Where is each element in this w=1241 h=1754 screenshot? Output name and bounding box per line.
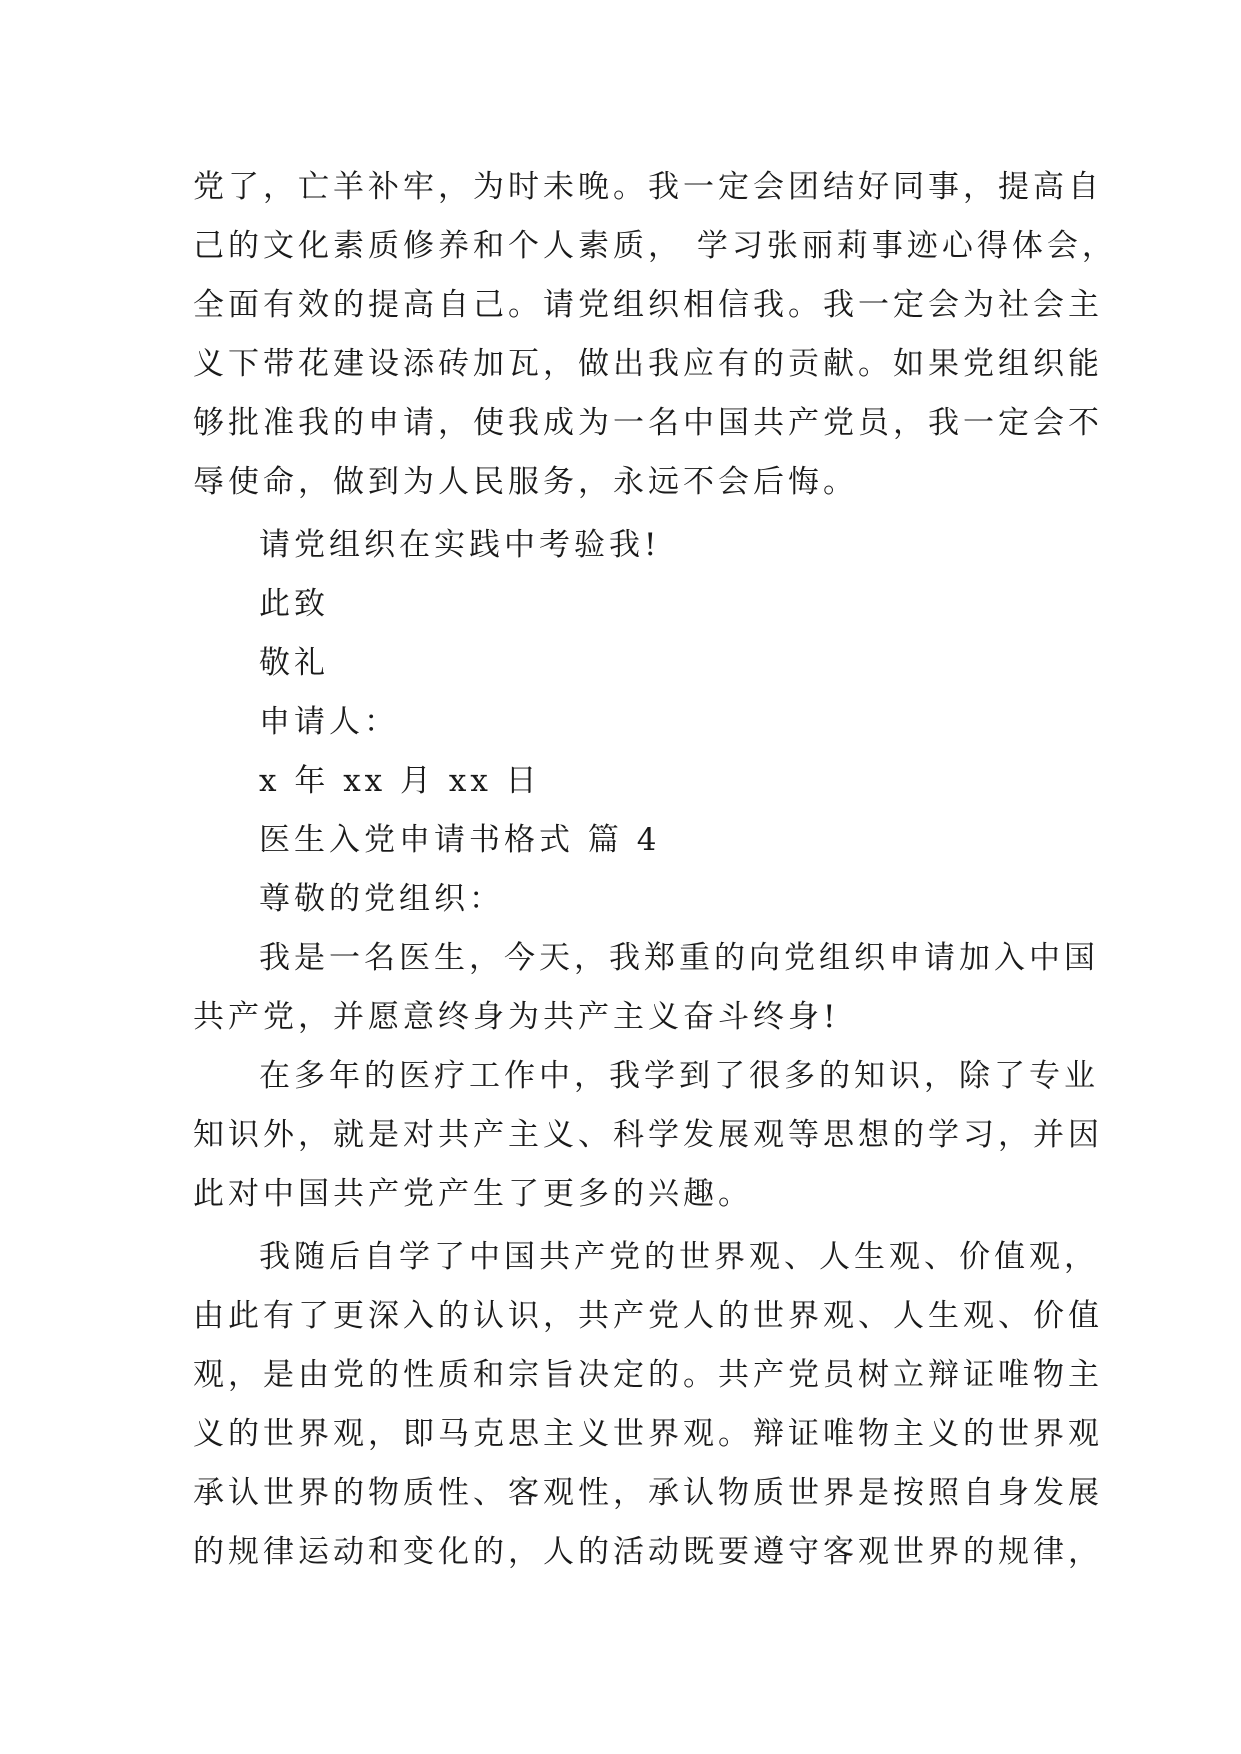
text-line: 党了，亡羊补牢，为时未晚。我一定会团结好同事，提高自 xyxy=(193,169,1103,205)
salutation-ci-zhi: 此致 xyxy=(259,586,329,622)
paragraph-line: 我是一名医生，今天，我郑重的向党组织申请加入中国 xyxy=(259,940,1099,976)
paragraph-line: 共产党，并愿意终身为共产主义奋斗终身! xyxy=(193,999,840,1035)
paragraph-line: 承认世界的物质性、客观性，承认物质世界是按照自身发展 xyxy=(193,1475,1103,1511)
document-body xyxy=(193,158,1117,1582)
date-line: x 年 xx 月 xx 日 xyxy=(259,763,541,799)
paragraph-line: 此对中国共产党产生了更多的兴趣。 xyxy=(193,1176,753,1212)
text-line: 己的文化素质修养和个人素质， 学习张丽莉事迹心得体会， xyxy=(193,228,1117,264)
applicant-label: 申请人： xyxy=(259,704,399,740)
section-title: 医生入党申请书格式 篇 4 xyxy=(259,822,661,858)
paragraph-line: 由此有了更深入的认识，共产党人的世界观、人生观、价值 xyxy=(193,1298,1103,1334)
greeting: 尊敬的党组织： xyxy=(259,881,504,917)
text-line: 够批准我的申请，使我成为一名中国共产党员，我一定会不 xyxy=(193,405,1103,441)
paragraph-line: 观，是由党的性质和宗旨决定的。共产党员树立辩证唯物主 xyxy=(193,1357,1103,1393)
paragraph-line: 我随后自学了中国共产党的世界观、人生观、价值观， xyxy=(259,1239,1099,1275)
paragraph-line: 知识外，就是对共产主义、科学发展观等思想的学习，并因 xyxy=(193,1117,1103,1153)
closing-request: 请党组织在实践中考验我! xyxy=(259,527,661,563)
salutation-jing-li: 敬礼 xyxy=(259,645,329,681)
paragraph-line: 的规律运动和变化的，人的活动既要遵守客观世界的规律， xyxy=(193,1534,1103,1570)
paragraph-line: 在多年的医疗工作中，我学到了很多的知识，除了专业 xyxy=(259,1058,1099,1094)
paragraph-line: 义的世界观，即马克思主义世界观。辩证唯物主义的世界观 xyxy=(193,1416,1103,1452)
text-line: 全面有效的提高自己。请党组织相信我。我一定会为社会主 xyxy=(193,287,1103,323)
text-line: 辱使命，做到为人民服务，永远不会后悔。 xyxy=(193,464,858,500)
text-line: 义下带花建设添砖加瓦，做出我应有的贡献。如果党组织能 xyxy=(193,346,1103,382)
